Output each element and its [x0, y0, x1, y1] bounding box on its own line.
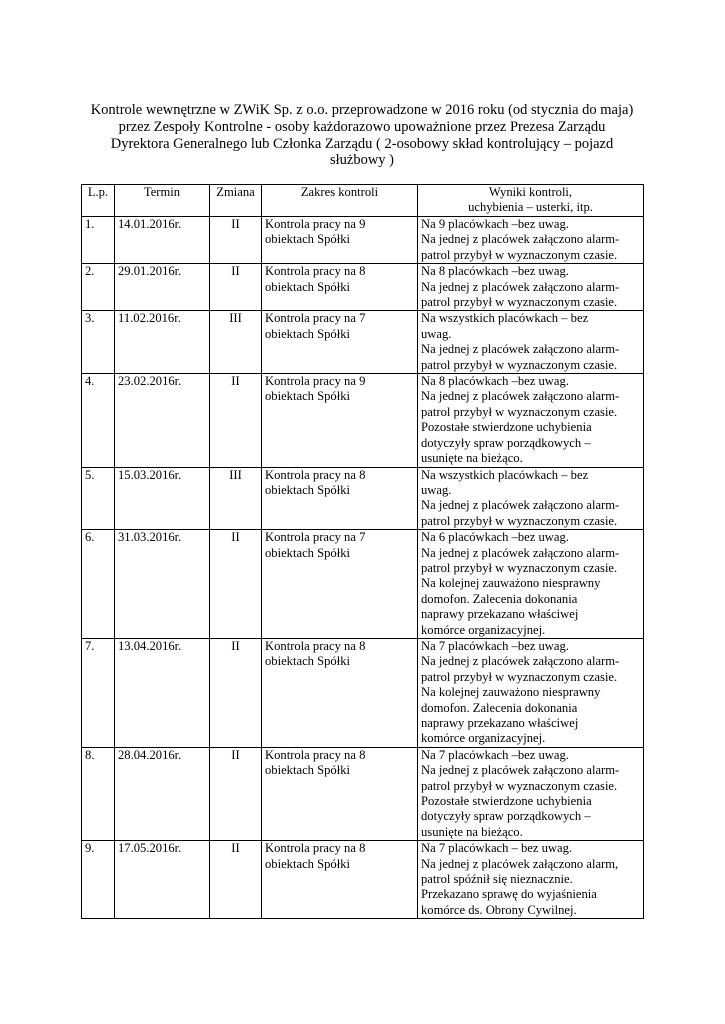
header-zmiana: Zmiana	[210, 185, 262, 217]
cell-wyniki-line: Na kolejnej zauważono niesprawny	[421, 576, 601, 591]
cell-wyniki-line: patrol przybył w wyznaczonym czasie.	[421, 513, 618, 528]
cell-wyniki-line: Na 8 placówkach –bez uwag.	[421, 264, 569, 279]
cell-termin: 31.03.2016r.	[115, 530, 210, 639]
header-wyniki-line: Wyniki kontroli,	[488, 185, 573, 199]
cell-zmiana: II	[210, 264, 262, 311]
cell-zakres	[262, 530, 418, 639]
cell-zakres	[262, 467, 418, 530]
cell-wyniki-line: Na jednej z placówek załączono alarm-	[421, 389, 620, 404]
cell-zmiana: II	[210, 747, 262, 840]
cell-zakres	[262, 747, 418, 840]
cell-zmiana: II	[210, 530, 262, 639]
cell-zmiana: III	[210, 311, 262, 374]
cell-wyniki-line: Na 7 placówkach –bez uwag.	[421, 638, 569, 653]
title-line: Dyrektora Generalnego lub Członka Zarządu ( 2-osobowy skład kontrolujący – pojazd	[110, 135, 614, 152]
header-wyniki-line: uchybienia – usterki, itp.	[468, 200, 593, 215]
cell-zakres	[262, 638, 418, 747]
cell-wyniki-line: Przekazano sprawę do wyjaśnienia	[421, 887, 597, 902]
cell-zakres-line: obiektach Spółki	[265, 326, 350, 341]
cell-wyniki-line: komórce organizacyjnej.	[421, 731, 546, 746]
cell-zakres-line: obiektach Spółki	[265, 545, 350, 560]
cell-zakres-line: obiektach Spółki	[265, 654, 350, 669]
cell-termin: 14.01.2016r.	[115, 217, 210, 264]
cell-wyniki-line: patrol spóźnił się nieznacznie.	[421, 872, 573, 887]
cell-wyniki-line: dotyczyły spraw porządkowych –	[421, 435, 591, 450]
cell-wyniki-line: Na jednej z placówek załączono alarm-	[421, 545, 620, 560]
cell-wyniki	[418, 747, 644, 840]
table-header-row	[82, 185, 644, 217]
cell-wyniki-line: Na 8 placówkach –bez uwag.	[421, 374, 569, 389]
cell-wyniki	[418, 264, 644, 311]
inspection-table	[81, 184, 644, 919]
cell-zmiana: II	[210, 841, 262, 919]
cell-wyniki-line: Na 6 placówkach –bez uwag.	[421, 530, 569, 545]
cell-wyniki-line: domofon. Zalecenia dokonania	[421, 700, 578, 715]
cell-termin: 11.02.2016r.	[115, 311, 210, 374]
cell-zmiana: II	[210, 638, 262, 747]
table-row	[82, 530, 644, 639]
cell-termin: 28.04.2016r.	[115, 747, 210, 840]
table-row	[82, 747, 644, 840]
cell-wyniki-line: patrol przybył w wyznaczonym czasie.	[421, 247, 618, 262]
cell-wyniki-line: Na jednej z placówek załączono alarm-	[421, 279, 620, 294]
table-body	[82, 217, 644, 919]
cell-zakres-line: obiektach Spółki	[265, 232, 350, 247]
cell-wyniki	[418, 638, 644, 747]
cell-lp: 2.	[82, 264, 115, 311]
cell-termin: 29.01.2016r.	[115, 264, 210, 311]
header-zakres: Zakres kontroli	[262, 185, 418, 217]
title-line: Kontrole wewnętrzne w ZWiK Sp. z o.o. przeprowadzone w 2016 roku (od stycznia do maja)	[90, 102, 634, 118]
table-row	[82, 217, 644, 264]
cell-zakres-line: obiektach Spółki	[265, 856, 350, 871]
cell-zakres-line: Kontrola pracy na 7	[265, 311, 366, 326]
cell-wyniki	[418, 841, 644, 919]
cell-lp: 8.	[82, 747, 115, 840]
cell-lp: 9.	[82, 841, 115, 919]
title-line: służbowy )	[329, 152, 395, 169]
cell-lp: 3.	[82, 311, 115, 374]
cell-zakres-line: Kontrola pracy na 8	[265, 747, 366, 762]
cell-wyniki-line: Pozostałe stwierdzone uchybienia	[421, 794, 592, 809]
document-title	[70, 102, 654, 169]
cell-wyniki-line: Na 9 placówkach –bez uwag.	[421, 217, 569, 231]
cell-wyniki-line: Na wszystkich placówkach – bez	[421, 311, 589, 326]
cell-wyniki-line: domofon. Zalecenia dokonania	[421, 591, 578, 606]
header-wyniki	[418, 185, 644, 217]
cell-wyniki-line: patrol przybył w wyznaczonym czasie.	[421, 295, 618, 310]
cell-lp: 5.	[82, 467, 115, 530]
cell-wyniki-line: uwag.	[421, 482, 452, 497]
cell-zakres-line: obiektach Spółki	[265, 763, 350, 778]
cell-lp: 1.	[82, 217, 115, 264]
cell-wyniki-line: usunięte na bieżąco.	[421, 824, 523, 839]
cell-wyniki-line: naprawy przekazano właściwej	[421, 716, 579, 730]
cell-zakres-line: obiektach Spółki	[265, 482, 350, 497]
table-row	[82, 841, 644, 919]
cell-termin: 15.03.2016r.	[115, 467, 210, 530]
cell-wyniki-line: Na jednej z placówek załączono alarm-	[421, 763, 620, 778]
cell-wyniki-line: patrol przybył w wyznaczonym czasie.	[421, 778, 618, 793]
cell-wyniki-line: naprawy przekazano właściwej	[421, 607, 579, 622]
cell-wyniki-line: Na jednej z placówek załączono alarm-	[421, 654, 620, 669]
cell-wyniki-line: patrol przybył w wyznaczonym czasie.	[421, 357, 618, 372]
cell-wyniki	[418, 530, 644, 639]
cell-wyniki-line: Na jednej z placówek załączono alarm-	[421, 342, 620, 357]
cell-wyniki-line: Na jednej z placówek załączono alarm-	[421, 232, 620, 247]
cell-wyniki-line: Na 7 placówkach – bez uwag.	[421, 841, 573, 856]
cell-lp: 4.	[82, 374, 115, 467]
cell-zakres	[262, 311, 418, 374]
cell-wyniki	[418, 311, 644, 374]
cell-termin: 23.02.2016r.	[115, 374, 210, 467]
cell-lp: 7.	[82, 638, 115, 747]
cell-lp: 6.	[82, 530, 115, 639]
cell-wyniki-line: patrol przybył w wyznaczonym czasie.	[421, 560, 618, 575]
cell-zakres-line: Kontrola pracy na 8	[265, 638, 366, 653]
cell-wyniki-line: uwag.	[421, 326, 452, 341]
cell-zakres-line: obiektach Spółki	[265, 279, 350, 294]
cell-zakres-line: Kontrola pracy na 9	[265, 374, 366, 389]
cell-zmiana: III	[210, 467, 262, 530]
cell-zakres-line: obiektach Spółki	[265, 389, 350, 404]
table-row	[82, 638, 644, 747]
cell-zakres-line: Kontrola pracy na 7	[265, 530, 366, 545]
cell-wyniki	[418, 217, 644, 264]
cell-zakres	[262, 841, 418, 919]
cell-wyniki-line: usunięte na bieżąco.	[421, 451, 523, 466]
cell-zmiana: II	[210, 217, 262, 264]
cell-wyniki-line: dotyczyły spraw porządkowych –	[421, 809, 591, 824]
cell-wyniki	[418, 467, 644, 530]
cell-termin: 17.05.2016r.	[115, 841, 210, 919]
cell-termin: 13.04.2016r.	[115, 638, 210, 747]
header-lp: L.p.	[82, 185, 115, 217]
cell-wyniki-line: Na jednej z placówek załączono alarm,	[421, 856, 619, 871]
table-row	[82, 374, 644, 467]
cell-wyniki	[418, 374, 644, 467]
title-line: przez Zespoły Kontrolne - osoby każdorazowo upoważnione przez Prezesa Zarządu	[118, 118, 606, 135]
cell-wyniki-line: Na kolejnej zauważono niesprawny	[421, 685, 601, 700]
cell-wyniki-line: Pozostałe stwierdzone uchybienia	[421, 420, 592, 435]
table-row	[82, 311, 644, 374]
cell-zmiana: II	[210, 374, 262, 467]
cell-wyniki-line: komórce ds. Obrony Cywilnej.	[421, 902, 577, 917]
cell-zakres	[262, 217, 418, 264]
cell-zakres	[262, 374, 418, 467]
cell-wyniki-line: Na jednej z placówek załączono alarm-	[421, 498, 620, 513]
cell-zakres	[262, 264, 418, 311]
cell-zakres-line: Kontrola pracy na 8	[265, 841, 366, 856]
cell-zakres-line: Kontrola pracy na 8	[265, 467, 366, 482]
header-termin: Termin	[115, 185, 210, 217]
table-row	[82, 467, 644, 530]
cell-wyniki-line: Na 7 placówkach –bez uwag.	[421, 747, 569, 762]
table-row	[82, 264, 644, 311]
cell-wyniki-line: patrol przybył w wyznaczonym czasie.	[421, 404, 618, 419]
cell-wyniki-line: patrol przybył w wyznaczonym czasie.	[421, 669, 618, 684]
cell-wyniki-line: komórce organizacyjnej.	[421, 622, 546, 637]
cell-zakres-line: Kontrola pracy na 8	[265, 264, 366, 279]
cell-wyniki-line: Na wszystkich placówkach – bez	[421, 467, 589, 482]
cell-zakres-line: Kontrola pracy na 9	[265, 217, 366, 231]
